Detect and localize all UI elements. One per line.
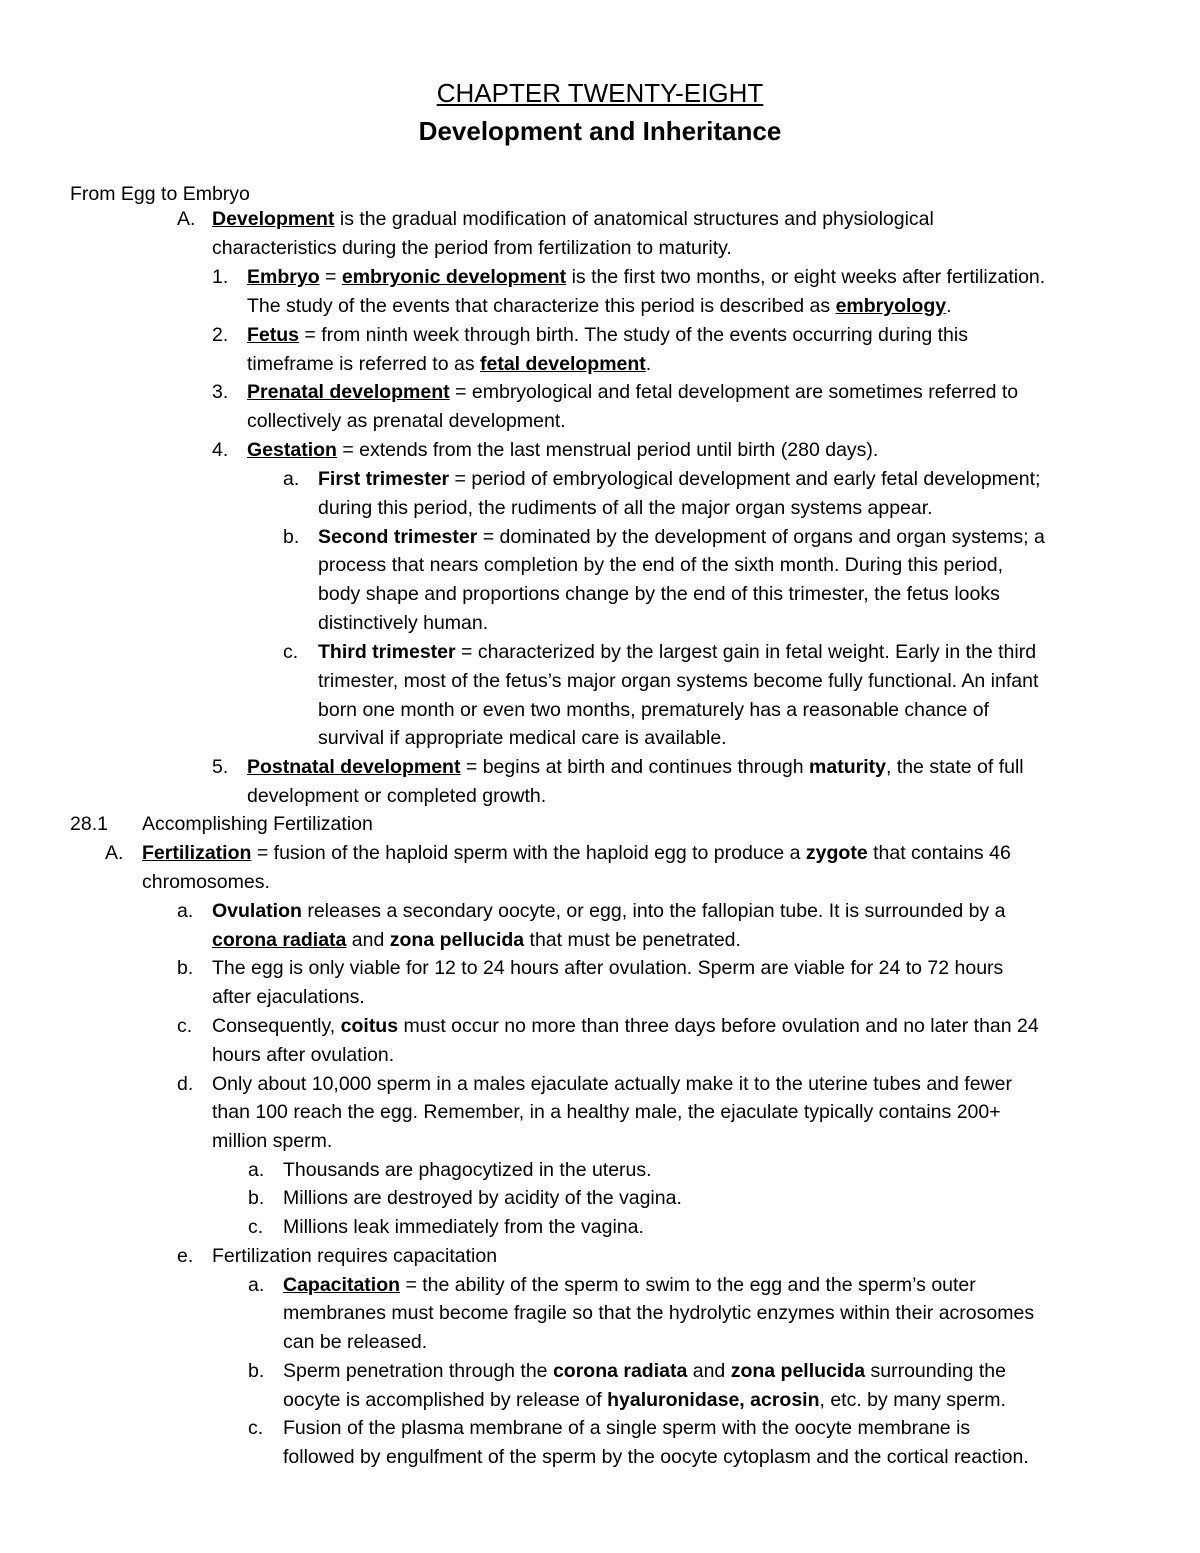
item-penetration: Sperm penetration through the corona radiata and zona pellucida surrounding the (283, 1360, 1006, 1382)
item-phagocytized: Thousands are phagocytized in the uterus. (283, 1159, 652, 1181)
item-second-trimester-l3: body shape and proportions change by the end of this trimester, the fetus looks (318, 583, 1000, 605)
marker-4a: a. (283, 468, 300, 490)
item-embryo: Embryo = embryonic development is the first two months, or eight weeks after fertilization. (247, 266, 1046, 288)
item-penetration-cont: oocyte is accomplished by release of hyaluronidase, acrosin, etc. by many sperm. (283, 1389, 1006, 1411)
item-capacitation: Capacitation = the ability of the sperm to swim to the egg and the sperm’s outer (283, 1274, 976, 1296)
item-ovulation-cont: corona radiata and zona pellucida that must be penetrated. (212, 929, 741, 951)
item-gestation: Gestation = extends from the last menstrual period until birth (280 days). (247, 439, 879, 461)
marker-3: 3. (212, 381, 229, 403)
item-egg-viability-cont: after ejaculations. (212, 986, 365, 1008)
term-development: Development (212, 208, 335, 230)
item-acidity: Millions are destroyed by acidity of the vagina. (283, 1187, 682, 1209)
marker-281-d-b: b. (248, 1187, 265, 1209)
item-sperm-count-l2: than 100 reach the egg. Remember, in a healthy male, the ejaculate typically contains 200+ (212, 1101, 1001, 1123)
item-second-trimester-l2: process that nears completion by the end of the sixth month. During this period, (318, 554, 1004, 576)
marker-2: 2. (212, 324, 229, 346)
marker-5: 5. (212, 756, 229, 778)
item-fertilization-cont: chromosomes. (142, 871, 270, 893)
item-fusion: Fusion of the plasma membrane of a single sperm with the oocyte membrane is (283, 1417, 971, 1439)
item-development: Development is the gradual modification of anatomical structures and physiological (212, 208, 934, 230)
item-third-trimester-l2: trimester, most of the fetus’s major organ systems become fully functional. An infant (318, 670, 1039, 692)
marker-281-d-c: c. (248, 1216, 264, 1238)
marker-4b: b. (283, 526, 300, 548)
marker-4c: c. (283, 641, 299, 663)
item-sperm-count: Only about 10,000 sperm in a males ejaculate actually make it to the uterine tubes and fewer (212, 1073, 1012, 1095)
section-heading-egg-to-embryo: From Egg to Embryo (70, 183, 250, 205)
section-heading-fertilization: Accomplishing Fertilization (142, 813, 373, 835)
item-first-trimester-cont: during this period, the rudiments of all the major organ systems appear. (318, 497, 933, 519)
marker-281-A: A. (105, 842, 124, 864)
marker-281-c: c. (177, 1015, 193, 1037)
item-second-trimester-l4: distinctively human. (318, 612, 489, 634)
item-third-trimester-l4: survival if appropriate medical care is available. (318, 727, 727, 749)
item-third-trimester: Third trimester = characterized by the largest gain in fetal weight. Early in the third (318, 641, 1037, 663)
item-prenatal: Prenatal development = embryological and fetal development are sometimes referred to (247, 381, 1019, 403)
item-development-cont: characteristics during the period from fertilization to maturity. (212, 237, 732, 259)
marker-281-e-a: a. (248, 1274, 265, 1296)
marker-281-e-b: b. (248, 1360, 265, 1382)
item-egg-viability: The egg is only viable for 12 to 24 hours after ovulation. Sperm are viable for 24 to 72 hours (212, 957, 1004, 979)
item-capacitation-l3: can be released. (283, 1331, 428, 1353)
marker-281-e-c: c. (248, 1417, 264, 1439)
item-capacitation-l2: membranes must become fragile so that the hydrolytic enzymes within their acrosomes (283, 1302, 1035, 1324)
chapter-subtitle: Development and Inheritance (418, 116, 782, 146)
item-second-trimester: Second trimester = dominated by the development of organs and organ systems; a (318, 526, 1045, 548)
item-fertilization: Fertilization = fusion of the haploid sperm with the haploid egg to produce a zygote that contains 46 (142, 842, 1011, 864)
marker-A: A. (177, 208, 196, 230)
item-leak: Millions leak immediately from the vagina. (283, 1216, 644, 1238)
item-capacitation-heading: Fertilization requires capacitation (212, 1245, 498, 1267)
marker-1: 1. (212, 266, 229, 288)
marker-4: 4. (212, 439, 229, 461)
marker-281-e: e. (177, 1245, 194, 1267)
item-fetus: Fetus = from ninth week through birth. The study of the events occurring during this (247, 324, 968, 346)
item-ovulation: Ovulation releases a secondary oocyte, or egg, into the fallopian tube. It is surrounded by a (212, 900, 1006, 922)
item-coitus: Consequently, coitus must occur no more than three days before ovulation and no later than 24 (212, 1015, 1039, 1037)
marker-281-d-a: a. (248, 1159, 265, 1181)
item-prenatal-cont: collectively as prenatal development. (247, 410, 566, 432)
item-sperm-count-l3: million sperm. (212, 1130, 333, 1152)
section-number-28-1: 28.1 (70, 813, 108, 835)
chapter-title: CHAPTER TWENTY-EIGHT (436, 78, 764, 108)
item-third-trimester-l3: born one month or even two months, prematurely has a reasonable chance of (318, 699, 989, 721)
item-postnatal-cont: development or completed growth. (247, 785, 547, 807)
marker-281-d: d. (177, 1073, 194, 1095)
item-fetus-cont: timeframe is referred to as fetal development. (247, 353, 652, 375)
item-fusion-cont: followed by engulfment of the sperm by the oocyte cytoplasm and the cortical reaction. (283, 1446, 1029, 1468)
item-embryo-cont: The study of the events that characterize this period is described as embryology. (247, 295, 952, 317)
item-coitus-cont: hours after ovulation. (212, 1044, 395, 1066)
item-first-trimester: First trimester = period of embryological development and early fetal development; (318, 468, 1041, 490)
marker-281-b: b. (177, 957, 194, 979)
item-postnatal: Postnatal development = begins at birth and continues through maturity, the state of full (247, 756, 1024, 778)
marker-281-a: a. (177, 900, 194, 922)
